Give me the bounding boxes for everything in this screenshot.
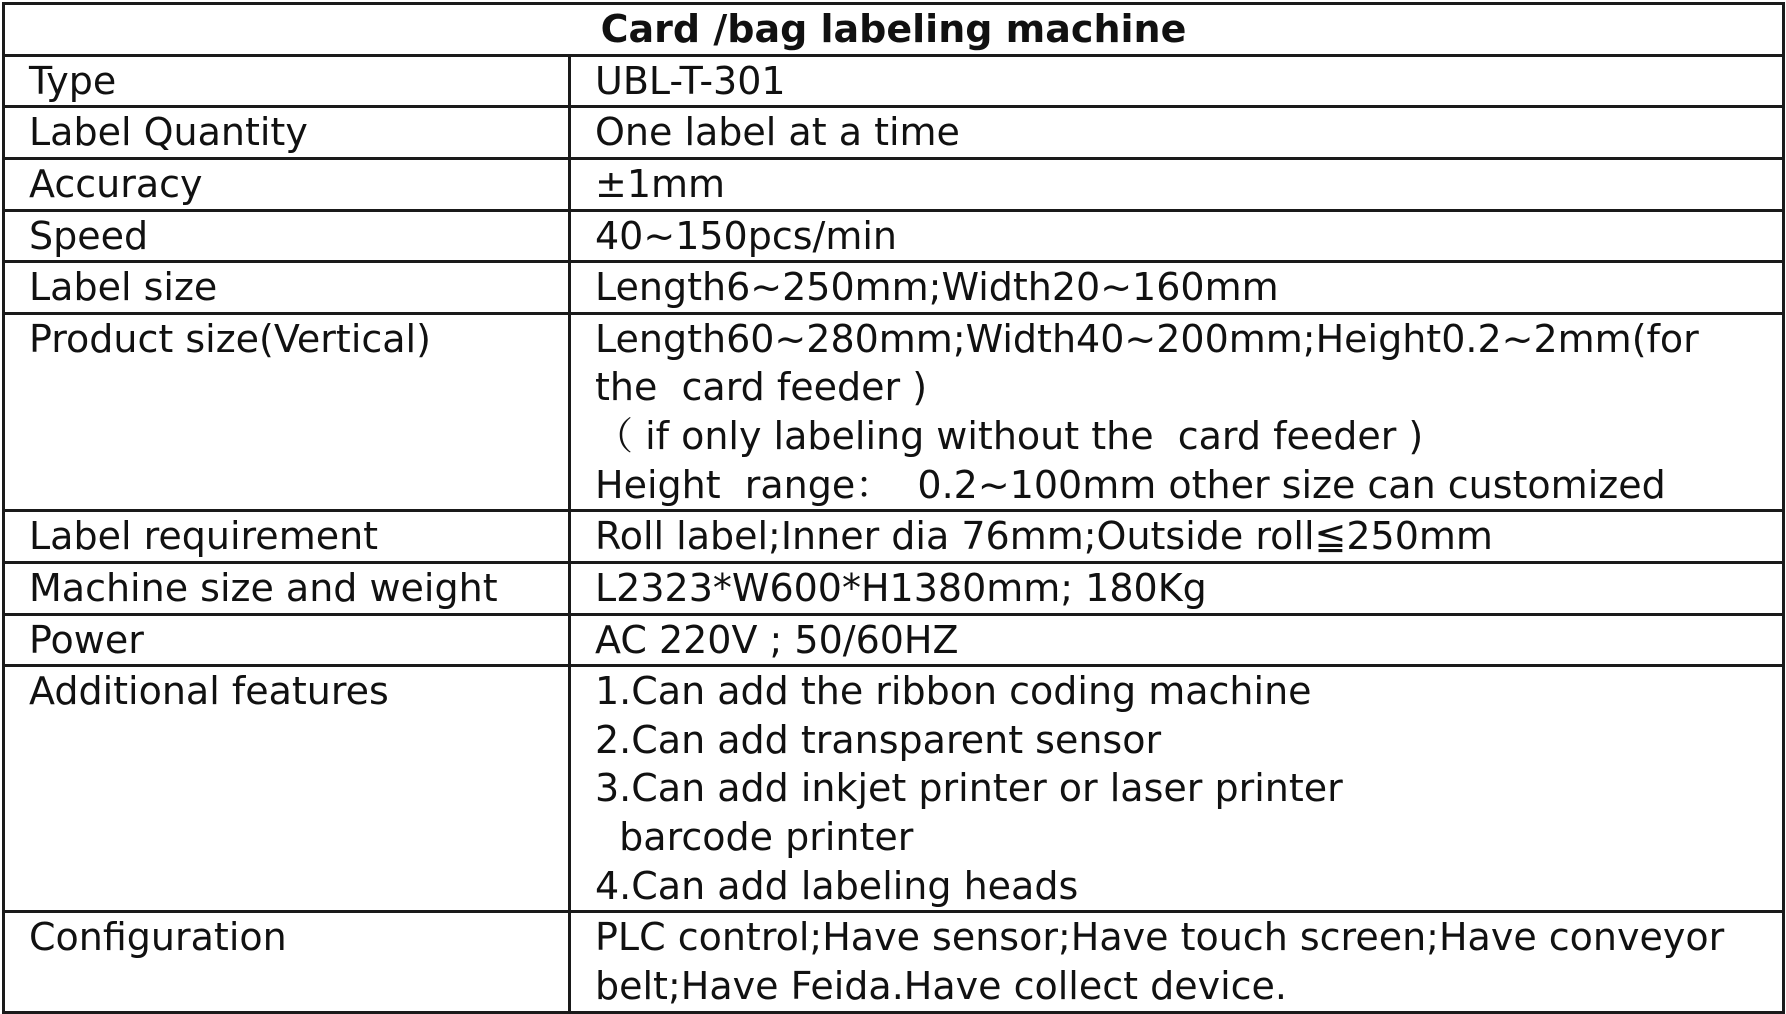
table-row (4, 666, 1784, 912)
row-value-line: One label at a time (595, 110, 960, 155)
row-value-line: belt;Have Feida.Have collect device. (595, 963, 1287, 1008)
row-value-line: UBL-T-301 (595, 58, 786, 103)
row-value-lines (595, 212, 1782, 261)
row-value-lines (595, 57, 1782, 106)
row-value-line: PLC control;Have sensor;Have touch screen;Have conveyor (595, 915, 1725, 960)
row-label: Product size(Vertical) (4, 313, 570, 511)
table-row (4, 262, 1784, 314)
row-value-lines (595, 564, 1782, 613)
table-row (4, 55, 1784, 107)
table-row (4, 511, 1784, 563)
row-value (570, 313, 1784, 511)
row-label: Label Quantity (4, 107, 570, 159)
row-label: Power (4, 614, 570, 666)
row-value (570, 158, 1784, 210)
row-label: Configuration (4, 912, 570, 1012)
table-row (4, 107, 1784, 159)
row-value (570, 511, 1784, 563)
row-value (570, 562, 1784, 614)
row-label: Accuracy (4, 158, 570, 210)
row-label: Label size (4, 262, 570, 314)
table-row (4, 313, 1784, 511)
table-row (4, 614, 1784, 666)
row-label: Type (4, 55, 570, 107)
row-label: Speed (4, 210, 570, 262)
table-title: Card /bag labeling machine (4, 4, 1784, 56)
row-value-line: Height range： 0.2~100mm other size can customized (595, 462, 1666, 507)
row-value (570, 912, 1784, 1012)
row-value-line: Roll label;Inner dia 76mm;Outside roll≦250mm (595, 514, 1493, 559)
row-value (570, 210, 1784, 262)
row-value (570, 55, 1784, 107)
row-value-lines (595, 913, 1782, 1010)
row-value-lines (595, 108, 1782, 157)
row-value-line: L2323*W600*H1380mm; 180Kg (595, 565, 1207, 610)
spec-body (4, 55, 1784, 1012)
row-value-line: Length60~280mm;Width40~200mm;Height0.2~2mm(for (595, 316, 1699, 361)
row-value-lines (595, 263, 1782, 312)
row-label: Machine size and weight (4, 562, 570, 614)
row-value (570, 107, 1784, 159)
row-value-line: 4.Can add labeling heads (595, 863, 1079, 908)
row-label: Additional features (4, 666, 570, 912)
table-row (4, 912, 1784, 1012)
row-label: Label requirement (4, 511, 570, 563)
row-value (570, 666, 1784, 912)
row-value-line: 40~150pcs/min (595, 213, 897, 258)
row-value-lines (595, 616, 1782, 665)
row-value-line: ±1mm (595, 161, 726, 206)
row-value-line: 3.Can add inkjet printer or laser printer (595, 766, 1343, 811)
row-value-line: 2.Can add transparent sensor (595, 717, 1162, 762)
spec-table (2, 2, 1785, 1014)
title-row (4, 4, 1784, 56)
table-row (4, 210, 1784, 262)
row-value-lines (595, 315, 1782, 510)
row-value-line: （ if only labeling without the card feeder ) (595, 414, 1424, 458)
row-value-line: barcode printer (595, 815, 914, 859)
row-value-line: 1.Can add the ribbon coding machine (595, 669, 1312, 714)
row-value (570, 614, 1784, 666)
row-value-lines (595, 160, 1782, 209)
table-row (4, 158, 1784, 210)
row-value (570, 262, 1784, 314)
row-value-line: Length6~250mm;Width20~160mm (595, 265, 1279, 310)
row-value-lines (595, 667, 1782, 910)
row-value-line: AC 220V ; 50/60HZ (595, 617, 959, 662)
table-row (4, 562, 1784, 614)
row-value-lines (595, 512, 1782, 561)
row-value-line: the card feeder ) (595, 365, 928, 410)
